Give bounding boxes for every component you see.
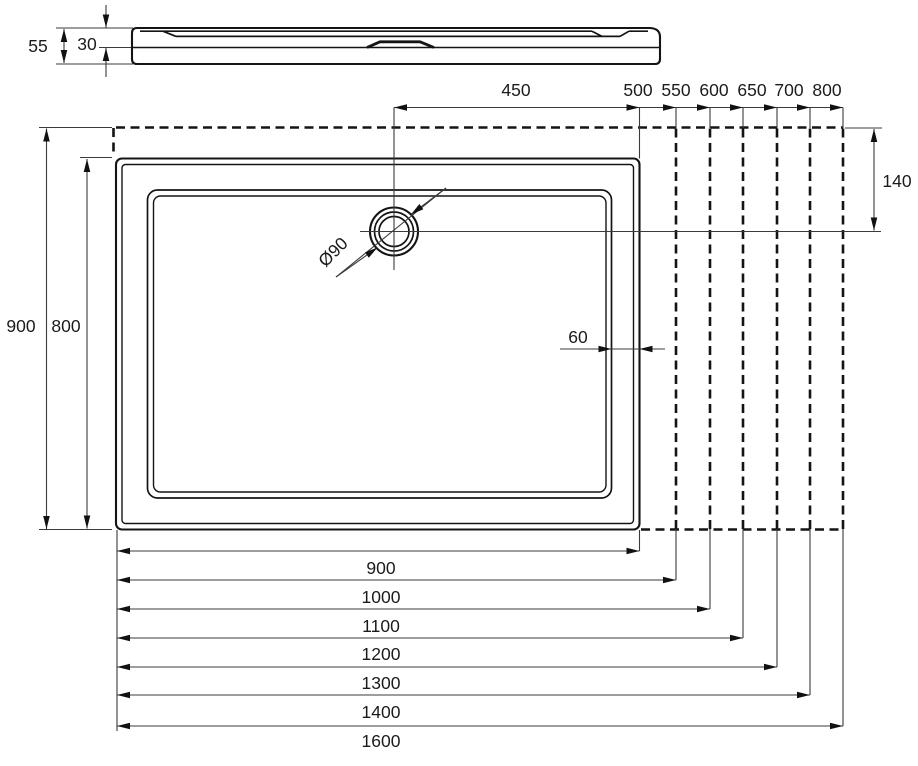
dim-label-900-depth: 900 <box>6 316 36 336</box>
dim-label-450: 450 <box>501 80 531 100</box>
right-dimension-140 <box>845 128 912 231</box>
dim-label-800: 800 <box>812 80 842 100</box>
dim-label-1000: 1000 <box>361 587 401 607</box>
basin-edge-inner-line <box>154 196 607 492</box>
dim-label-1600: 1600 <box>361 731 401 751</box>
dim-label-140: 140 <box>882 171 912 191</box>
dim-label-30: 30 <box>77 34 97 54</box>
dim-label-550: 550 <box>661 80 691 100</box>
rim-step <box>620 31 629 36</box>
dim-label-55: 55 <box>28 36 48 56</box>
top-dimension-chain <box>394 80 843 159</box>
drain-leader-line <box>336 188 446 277</box>
plan-view <box>116 108 881 530</box>
drain-leader-arrow <box>411 188 446 215</box>
size-envelope-dashed <box>114 128 844 530</box>
dim-label-1300: 1300 <box>361 673 401 693</box>
dim-label-600: 600 <box>699 80 729 100</box>
dim-label-60: 60 <box>568 327 588 347</box>
dim-label-1200: 1200 <box>361 644 401 664</box>
dim-label-700: 700 <box>774 80 804 100</box>
drain-cover-side <box>367 42 434 48</box>
dim-label-1400: 1400 <box>361 702 401 722</box>
drain-diameter-label: Ø90 <box>314 233 352 271</box>
dim-label-650: 650 <box>737 80 767 100</box>
dim-label-1100: 1100 <box>362 616 400 636</box>
dim-label-800-depth: 800 <box>51 316 81 336</box>
dim-label-900: 900 <box>366 558 396 578</box>
side-view <box>28 5 660 77</box>
dim-label-500: 500 <box>623 80 653 100</box>
tray-side-profile <box>132 28 660 64</box>
bottom-dimensions <box>117 529 843 751</box>
tray-outer-edge-inner-line <box>122 165 634 524</box>
left-dimensions <box>6 128 112 530</box>
